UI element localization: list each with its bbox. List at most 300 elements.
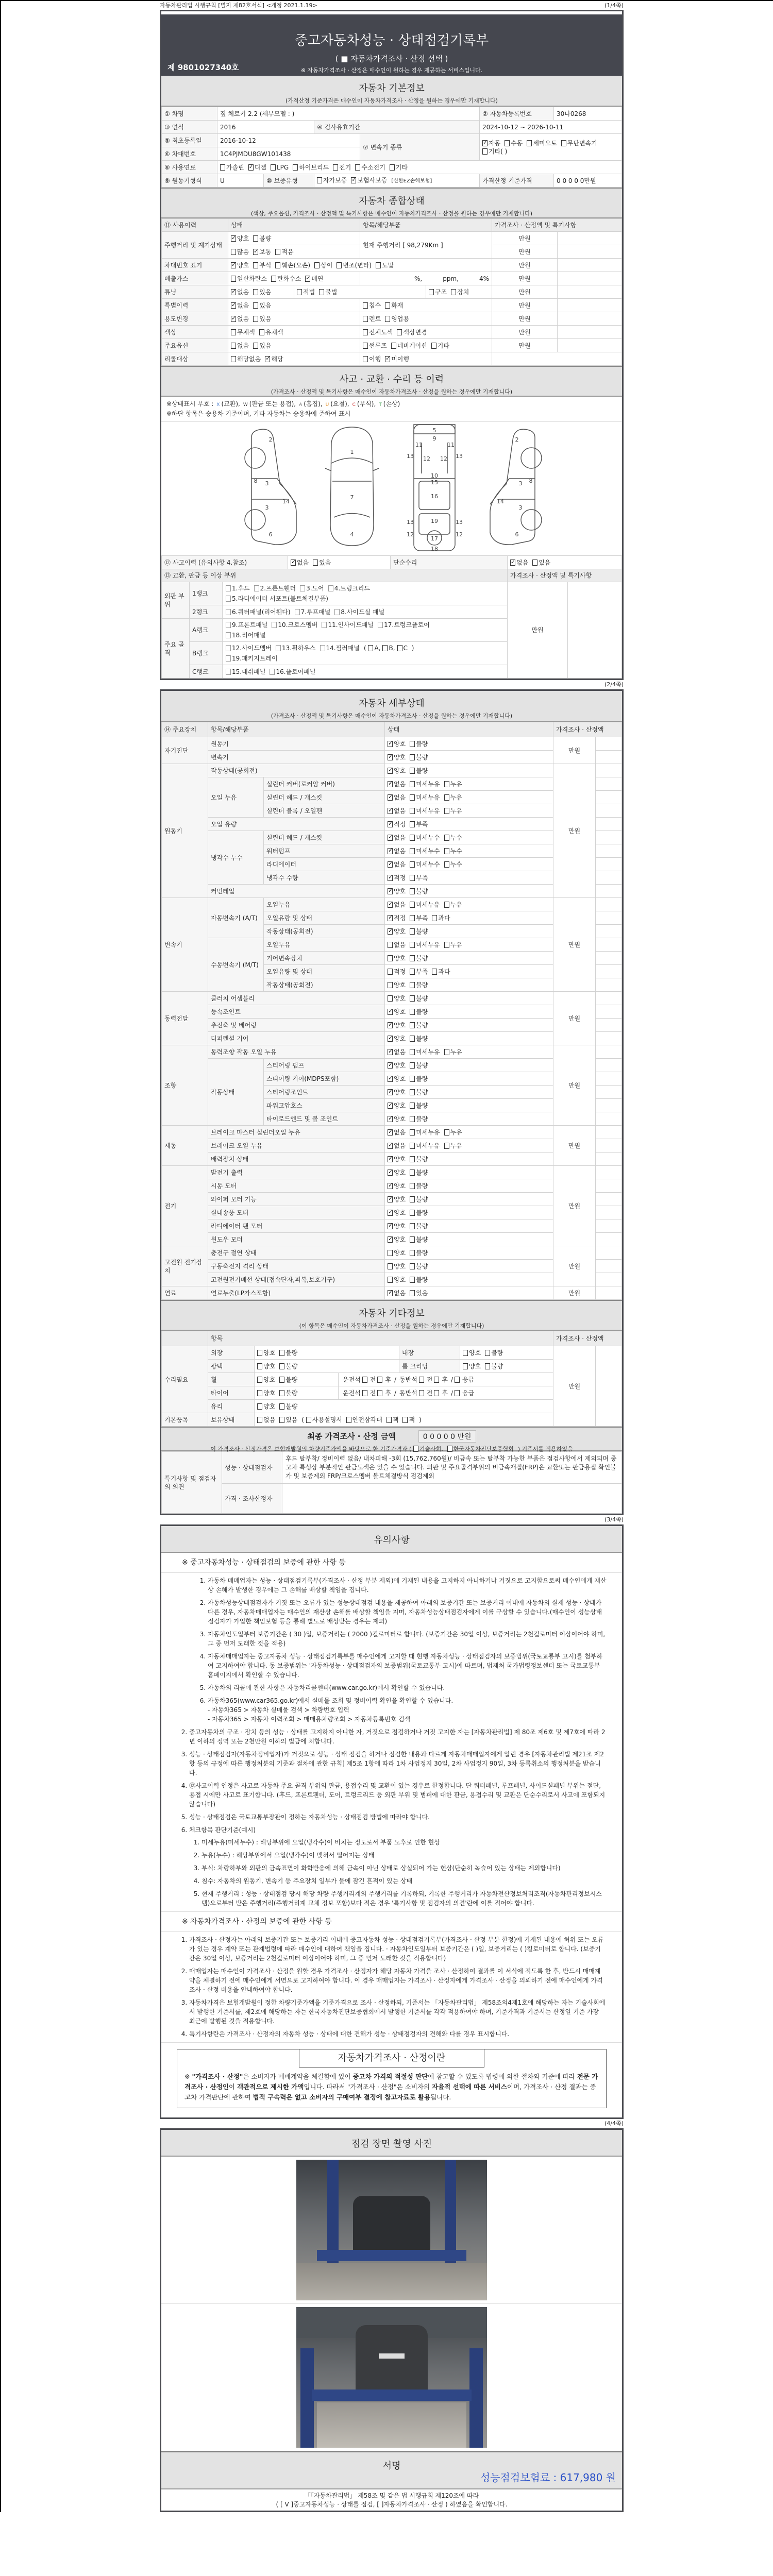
checkbox-option[interactable] [257, 1376, 275, 1384]
checkbox-checked[interactable] [388, 1049, 393, 1055]
checkbox-unchecked[interactable] [231, 343, 236, 349]
price-note[interactable] [596, 1206, 622, 1219]
checkbox-option[interactable] [410, 887, 428, 895]
checkbox-checked[interactable] [388, 781, 393, 787]
checkbox-checked[interactable] [388, 1022, 393, 1028]
checkbox-unchecked[interactable] [328, 585, 333, 591]
checkbox-option[interactable] [388, 1168, 406, 1177]
checkbox-unchecked[interactable] [388, 969, 393, 975]
checkbox-unchecked[interactable] [385, 316, 390, 322]
checkbox-option[interactable] [388, 1021, 406, 1029]
checkbox-unchecked[interactable] [388, 1250, 393, 1256]
checkbox-unchecked[interactable] [455, 1390, 460, 1396]
checkbox-option[interactable] [447, 1445, 514, 1453]
price-note[interactable] [596, 1112, 622, 1126]
price-note[interactable] [596, 871, 622, 885]
checkbox-unchecked[interactable] [319, 289, 324, 295]
checkbox-option[interactable] [317, 176, 347, 184]
price-note[interactable] [596, 858, 622, 871]
checkbox-option[interactable] [306, 1416, 342, 1424]
checkbox-unchecked[interactable] [386, 1417, 392, 1423]
checkbox-checked[interactable] [388, 915, 393, 921]
checkbox-option[interactable] [410, 941, 440, 949]
checkbox-option[interactable] [444, 780, 462, 788]
checkbox-option[interactable] [410, 1168, 428, 1177]
checkbox-unchecked[interactable] [410, 821, 415, 827]
checkbox-unchecked[interactable] [410, 1210, 415, 1216]
checkbox-option[interactable] [257, 1402, 275, 1411]
checkbox-checked[interactable] [253, 249, 258, 255]
checkbox-unchecked[interactable] [306, 1417, 311, 1423]
checkbox-checked[interactable] [388, 821, 393, 827]
checkbox-option[interactable] [363, 355, 381, 363]
checkbox-option[interactable] [295, 607, 331, 617]
checkbox-unchecked[interactable] [297, 289, 302, 295]
checkbox-unchecked[interactable] [272, 622, 277, 628]
checkbox-unchecked[interactable] [410, 1183, 415, 1189]
checkbox-option[interactable] [410, 994, 428, 1003]
checkbox-unchecked[interactable] [444, 808, 449, 814]
checkbox-checked[interactable] [388, 1062, 393, 1069]
checkbox-unchecked[interactable] [333, 164, 338, 171]
price-note[interactable] [596, 1126, 622, 1139]
checkbox-option[interactable] [385, 355, 409, 363]
checkbox-unchecked[interactable] [279, 1390, 284, 1396]
checkbox-unchecked[interactable] [388, 942, 393, 948]
checkbox-unchecked[interactable] [231, 356, 236, 362]
checkbox-option[interactable] [410, 1128, 440, 1137]
checkbox-option[interactable] [385, 315, 409, 323]
checkbox-unchecked[interactable] [410, 1263, 415, 1269]
checkbox-unchecked[interactable] [226, 596, 231, 602]
checkbox-unchecked[interactable] [410, 1022, 415, 1028]
checkbox-option[interactable] [291, 558, 309, 567]
checkbox-option[interactable] [270, 667, 315, 677]
checkbox-unchecked[interactable] [279, 1377, 284, 1383]
checkbox-option[interactable] [410, 968, 428, 976]
checkbox-option[interactable] [363, 301, 381, 310]
checkbox-unchecked[interactable] [410, 888, 415, 894]
price-note[interactable] [558, 299, 622, 312]
checkbox-option[interactable] [410, 847, 440, 855]
checkbox-option[interactable] [231, 248, 249, 256]
price-note[interactable] [596, 1233, 622, 1246]
checkbox-option[interactable] [410, 1276, 428, 1284]
checkbox-option[interactable] [410, 807, 440, 815]
price-note[interactable] [596, 885, 622, 898]
checkbox-unchecked[interactable] [257, 1350, 262, 1356]
checkbox-option[interactable] [410, 1155, 428, 1163]
checkbox-option[interactable] [337, 261, 372, 269]
checkbox-option[interactable] [388, 927, 406, 936]
checkbox-unchecked[interactable] [410, 1049, 415, 1055]
checkbox-unchecked[interactable] [378, 622, 383, 628]
price-note[interactable] [596, 911, 622, 925]
checkbox-checked[interactable] [388, 1143, 393, 1149]
checkbox-unchecked[interactable] [410, 1196, 415, 1202]
checkbox-option[interactable] [257, 1416, 275, 1424]
checkbox-unchecked[interactable] [410, 982, 415, 988]
price-note[interactable] [558, 339, 622, 352]
checkbox-option[interactable] [410, 753, 428, 761]
checkbox-checked[interactable] [248, 164, 254, 171]
checkbox-unchecked[interactable] [434, 1377, 439, 1383]
checkbox-unchecked[interactable] [410, 1089, 415, 1095]
checkbox-unchecked[interactable] [410, 861, 415, 868]
price-note[interactable] [596, 992, 622, 1005]
checkbox-unchecked[interactable] [322, 622, 327, 628]
checkbox-unchecked[interactable] [429, 289, 434, 295]
checkbox-option[interactable] [388, 1155, 406, 1163]
checkbox-unchecked[interactable] [397, 645, 402, 651]
price-note[interactable] [558, 272, 622, 285]
checkbox-option[interactable] [410, 1101, 428, 1110]
checkbox-checked[interactable] [388, 1210, 393, 1216]
checkbox-option[interactable] [297, 288, 315, 296]
checkbox-unchecked[interactable] [275, 262, 280, 268]
checkbox-option[interactable] [279, 1349, 297, 1357]
checkbox-option[interactable] [444, 847, 462, 855]
checkbox-option[interactable] [388, 740, 406, 748]
checkbox-checked[interactable] [388, 1170, 393, 1176]
price-note[interactable] [596, 818, 622, 831]
checkbox-option[interactable] [279, 1402, 297, 1411]
checkbox-unchecked[interactable] [410, 1143, 415, 1149]
checkbox-unchecked[interactable] [561, 140, 566, 146]
checkbox-option[interactable] [388, 1222, 406, 1230]
checkbox-option[interactable] [275, 248, 293, 256]
checkbox-unchecked[interactable] [231, 249, 236, 255]
checkbox-unchecked[interactable] [482, 148, 488, 155]
checkbox-unchecked[interactable] [410, 835, 415, 841]
checkbox-unchecked[interactable] [317, 177, 322, 183]
checkbox-option[interactable] [313, 558, 331, 567]
checkbox-option[interactable] [328, 583, 370, 594]
checkbox-unchecked[interactable] [275, 249, 280, 255]
price-note[interactable] [596, 1193, 622, 1206]
checkbox-option[interactable] [410, 1035, 428, 1043]
price-note[interactable] [596, 1166, 622, 1179]
checkbox-unchecked[interactable] [346, 1417, 351, 1423]
price-note[interactable] [596, 1059, 622, 1072]
checkbox-unchecked[interactable] [451, 289, 456, 295]
checkbox-option[interactable] [388, 1235, 406, 1244]
price-note[interactable] [596, 1219, 622, 1233]
checkbox-unchecked[interactable] [410, 794, 415, 801]
checkbox-option[interactable] [413, 1445, 443, 1453]
price-note[interactable] [596, 1179, 622, 1193]
checkbox-option[interactable] [444, 793, 462, 802]
checkbox-unchecked[interactable] [257, 1403, 262, 1410]
checkbox-option[interactable] [275, 261, 310, 269]
checkbox-option[interactable] [410, 1142, 440, 1150]
checkbox-option[interactable] [351, 176, 387, 184]
price-note[interactable] [558, 326, 622, 339]
checkbox-unchecked[interactable] [410, 1129, 415, 1136]
checkbox-option[interactable] [388, 807, 406, 815]
price-note[interactable] [568, 582, 622, 679]
checkbox-option[interactable] [410, 1008, 428, 1016]
price-note[interactable] [596, 1139, 622, 1153]
checkbox-checked[interactable] [388, 1156, 393, 1162]
checkbox-unchecked[interactable] [388, 955, 393, 961]
checkbox-checked[interactable] [388, 902, 393, 908]
checkbox-option[interactable] [388, 1101, 406, 1110]
checkbox-unchecked[interactable] [410, 1062, 415, 1069]
checkbox-option[interactable] [231, 234, 249, 243]
checkbox-unchecked[interactable] [337, 262, 342, 268]
checkbox-unchecked[interactable] [314, 262, 320, 268]
price-note[interactable] [596, 938, 622, 952]
checkbox-option[interactable] [410, 901, 440, 909]
checkbox-option[interactable] [363, 328, 393, 336]
checkbox-option[interactable] [231, 275, 267, 283]
checkbox-option[interactable] [226, 594, 328, 604]
checkbox-option[interactable] [386, 1416, 399, 1424]
checkbox-unchecked[interactable] [402, 1417, 408, 1423]
checkbox-unchecked[interactable] [397, 329, 402, 335]
checkbox-unchecked[interactable] [410, 1250, 415, 1256]
checkbox-checked[interactable] [388, 1196, 393, 1202]
checkbox-option[interactable] [253, 342, 271, 350]
checkbox-option[interactable] [397, 328, 427, 336]
checkbox-option[interactable] [410, 1115, 428, 1123]
checkbox-option[interactable] [410, 874, 428, 882]
checkbox-option[interactable] [388, 767, 406, 775]
checkbox-option[interactable] [257, 1389, 275, 1397]
checkbox-checked[interactable] [510, 560, 515, 566]
checkbox-checked[interactable] [388, 1236, 393, 1243]
checkbox-option[interactable] [388, 847, 406, 855]
checkbox-unchecked[interactable] [313, 560, 318, 566]
checkbox-option[interactable] [388, 1075, 406, 1083]
checkbox-option[interactable] [279, 1362, 297, 1370]
checkbox-unchecked[interactable] [444, 848, 449, 854]
checkbox-option[interactable] [463, 1362, 481, 1370]
checkbox-option[interactable] [388, 1289, 406, 1297]
checkbox-checked[interactable] [231, 235, 236, 242]
checkbox-unchecked[interactable] [231, 276, 236, 282]
checkbox-option[interactable] [279, 1416, 297, 1424]
price-note[interactable] [596, 737, 622, 751]
checkbox-checked[interactable] [388, 875, 393, 881]
checkbox-option[interactable] [231, 355, 261, 363]
checkbox-unchecked[interactable] [444, 861, 449, 868]
checkbox-option[interactable] [410, 793, 440, 802]
checkbox-option[interactable] [388, 1048, 406, 1056]
checkbox-option[interactable] [388, 954, 406, 962]
checkbox-checked[interactable] [388, 1129, 393, 1136]
checkbox-option[interactable] [410, 1262, 428, 1270]
checkbox-unchecked[interactable] [271, 276, 276, 282]
checkbox-option[interactable] [388, 1061, 406, 1070]
checkbox-unchecked[interactable] [355, 164, 360, 171]
checkbox-unchecked[interactable] [388, 995, 393, 1002]
checkbox-unchecked[interactable] [377, 1390, 382, 1396]
checkbox-checked[interactable] [388, 768, 393, 774]
price-note[interactable] [596, 952, 622, 965]
checkbox-unchecked[interactable] [279, 1403, 284, 1410]
price-note[interactable] [596, 1032, 622, 1045]
checkbox-option[interactable] [444, 1048, 462, 1056]
checkbox-unchecked[interactable] [253, 316, 258, 322]
checkbox-option[interactable] [410, 1249, 428, 1257]
checkbox-unchecked[interactable] [410, 808, 415, 814]
checkbox-option[interactable] [276, 643, 315, 653]
checkbox-option[interactable] [376, 261, 394, 269]
checkbox-unchecked[interactable] [334, 609, 340, 615]
checkbox-checked[interactable] [388, 861, 393, 868]
checkbox-option[interactable] [410, 981, 428, 989]
checkbox-checked[interactable] [388, 848, 393, 854]
checkbox-unchecked[interactable] [413, 1446, 418, 1452]
checkbox-checked[interactable] [388, 928, 393, 935]
checkbox-unchecked[interactable] [463, 1350, 468, 1356]
checkbox-unchecked[interactable] [444, 902, 449, 908]
price-note[interactable] [596, 1153, 622, 1166]
checkbox-option[interactable] [410, 780, 440, 788]
checkbox-checked[interactable] [291, 560, 296, 566]
price-note[interactable] [596, 791, 622, 804]
checkbox-unchecked[interactable] [362, 1390, 367, 1396]
checkbox-option[interactable] [248, 163, 266, 172]
checkbox-checked[interactable] [231, 262, 236, 268]
checkbox-option[interactable] [385, 301, 403, 310]
checkbox-option[interactable] [410, 1195, 428, 1204]
checkbox-option[interactable] [463, 1349, 481, 1357]
checkbox-unchecked[interactable] [295, 609, 300, 615]
checkbox-option[interactable] [226, 653, 278, 664]
checkbox-unchecked[interactable] [410, 754, 415, 760]
checkbox-option[interactable] [410, 954, 428, 962]
checkbox-unchecked[interactable] [527, 140, 532, 146]
checkbox-unchecked[interactable] [410, 955, 415, 961]
checkbox-unchecked[interactable] [385, 302, 390, 309]
checkbox-option[interactable] [482, 147, 507, 156]
checkbox-option[interactable] [293, 163, 329, 172]
inspection-photo-rear[interactable] [296, 2307, 487, 2448]
checkbox-unchecked[interactable] [410, 1236, 415, 1243]
checkbox-unchecked[interactable] [432, 915, 437, 921]
checkbox-unchecked[interactable] [226, 585, 231, 591]
checkbox-unchecked[interactable] [388, 1263, 393, 1269]
checkbox-unchecked[interactable] [257, 1390, 262, 1396]
checkbox-unchecked[interactable] [226, 669, 231, 675]
price-note[interactable] [596, 925, 622, 938]
checkbox-option[interactable] [388, 1088, 406, 1096]
checkbox-unchecked[interactable] [410, 915, 415, 921]
checkbox-option[interactable] [388, 1182, 406, 1190]
checkbox-option[interactable] [410, 860, 440, 869]
checkbox-option[interactable] [388, 1209, 406, 1217]
price-note[interactable] [558, 312, 622, 326]
checkbox-option[interactable] [388, 968, 406, 976]
checkbox-option[interactable] [410, 1222, 428, 1230]
checkbox-option[interactable] [410, 1061, 428, 1070]
checkbox-checked[interactable] [231, 316, 236, 322]
checkbox-unchecked[interactable] [253, 289, 258, 295]
checkbox-option[interactable] [271, 275, 301, 283]
checkbox-unchecked[interactable] [410, 1103, 415, 1109]
checkbox-unchecked[interactable] [391, 343, 396, 349]
checkbox-option[interactable] [444, 1142, 462, 1150]
price-note[interactable] [596, 844, 622, 858]
checkbox-option[interactable] [253, 234, 271, 243]
checkbox-option[interactable] [220, 163, 244, 172]
checkbox-option[interactable] [410, 1021, 428, 1029]
checkbox-option[interactable] [388, 1008, 406, 1016]
checkbox-checked[interactable] [482, 140, 488, 146]
checkbox-checked[interactable] [388, 1183, 393, 1189]
checkbox-option[interactable] [257, 1349, 275, 1357]
checkbox-option[interactable] [410, 1182, 428, 1190]
checkbox-unchecked[interactable] [455, 1377, 460, 1383]
checkbox-unchecked[interactable] [410, 768, 415, 774]
checkbox-option[interactable] [305, 275, 323, 283]
checkbox-checked[interactable] [388, 835, 393, 841]
checkbox-option[interactable] [231, 342, 249, 350]
checkbox-unchecked[interactable] [376, 262, 381, 268]
checkbox-unchecked[interactable] [253, 302, 258, 309]
checkbox-option[interactable] [279, 1376, 297, 1384]
checkbox-unchecked[interactable] [276, 645, 281, 651]
checkbox-unchecked[interactable] [444, 794, 449, 801]
checkbox-option[interactable] [231, 261, 249, 269]
checkbox-unchecked[interactable] [410, 1156, 415, 1162]
checkbox-checked[interactable] [388, 1103, 393, 1109]
checkbox-unchecked[interactable] [254, 585, 259, 591]
checkbox-option[interactable] [253, 248, 271, 256]
price-note[interactable] [596, 1286, 622, 1300]
checkbox-unchecked[interactable] [432, 969, 437, 975]
checkbox-unchecked[interactable] [410, 1170, 415, 1176]
checkbox-option[interactable] [527, 139, 557, 147]
checkbox-unchecked[interactable] [362, 1377, 367, 1383]
price-note[interactable] [596, 831, 622, 844]
checkbox-option[interactable] [482, 139, 500, 147]
checkbox-unchecked[interactable] [253, 262, 258, 268]
checkbox-option[interactable] [346, 1416, 382, 1424]
checkbox-unchecked[interactable] [259, 329, 264, 335]
checkbox-option[interactable] [388, 874, 406, 882]
checkbox-option[interactable] [444, 901, 462, 909]
checkbox-option[interactable] [333, 163, 351, 172]
checkbox-option[interactable] [388, 1262, 406, 1270]
checkbox-option[interactable] [322, 620, 374, 630]
price-note[interactable] [596, 1273, 622, 1286]
checkbox-option[interactable] [265, 355, 283, 363]
checkbox-unchecked[interactable] [434, 1390, 439, 1396]
checkbox-option[interactable] [390, 163, 408, 172]
checkbox-unchecked[interactable] [253, 235, 258, 242]
price-note[interactable] [596, 898, 622, 911]
checkbox-option[interactable] [410, 927, 428, 936]
checkbox-unchecked[interactable] [463, 1363, 468, 1369]
checkbox-checked[interactable] [388, 1036, 393, 1042]
checkbox-option[interactable] [388, 914, 406, 922]
checkbox-checked[interactable] [388, 1116, 393, 1122]
checkbox-checked[interactable] [305, 276, 310, 282]
checkbox-option[interactable] [226, 630, 265, 640]
checkbox-option[interactable] [485, 1362, 503, 1370]
checkbox-unchecked[interactable] [410, 1277, 415, 1283]
checkbox-option[interactable] [444, 941, 462, 949]
price-note[interactable] [558, 285, 622, 299]
checkbox-option[interactable] [432, 968, 450, 976]
checkbox-checked[interactable] [388, 1076, 393, 1082]
checkbox-unchecked[interactable] [444, 781, 449, 787]
price-note[interactable] [596, 1072, 622, 1086]
